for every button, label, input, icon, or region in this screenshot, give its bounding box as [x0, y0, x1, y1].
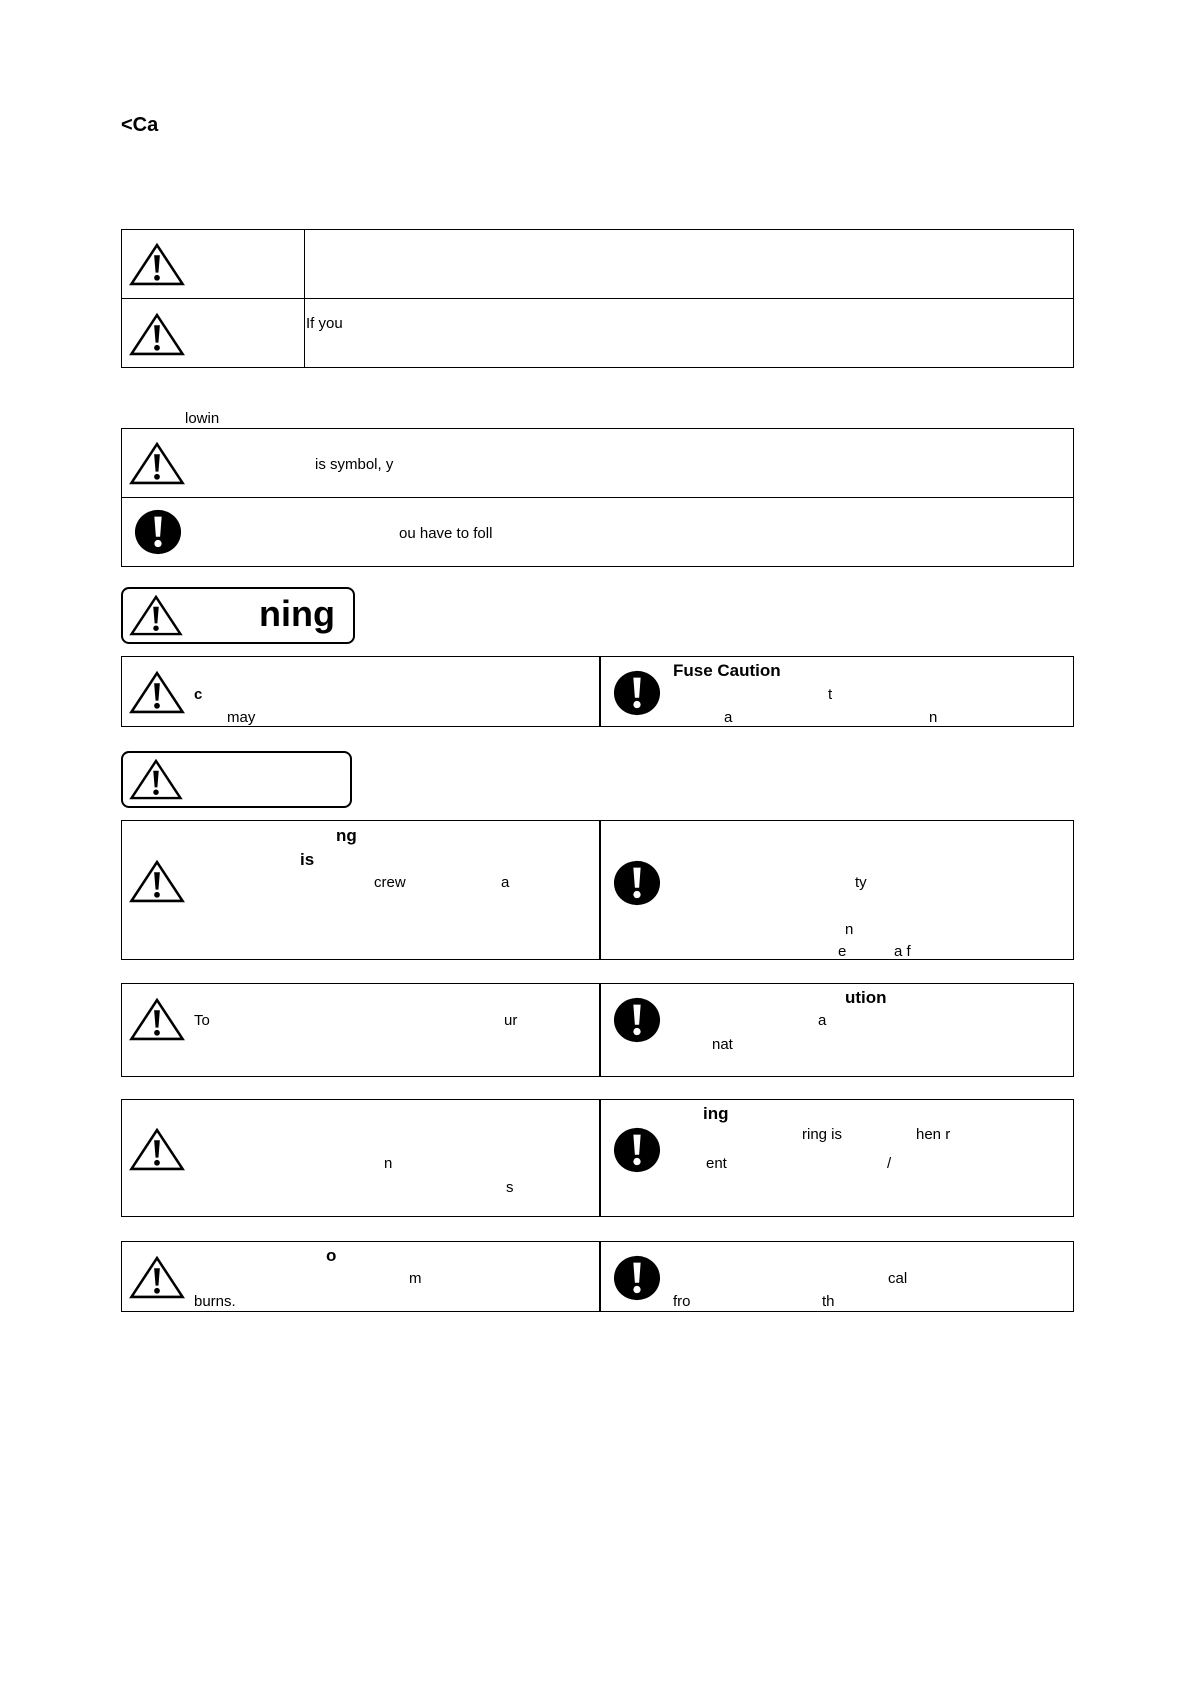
- caution-right-text: ring is: [802, 1126, 843, 1143]
- caution-left-text: ng: [336, 826, 357, 845]
- caution-triangle-icon: [128, 312, 186, 357]
- caution-triangle-icon: [128, 758, 184, 801]
- warning-left-text: may: [227, 709, 256, 726]
- caution-right-text: ent: [706, 1155, 727, 1172]
- warning-left-heading: c: [194, 686, 203, 703]
- caution-triangle-icon: [128, 859, 186, 904]
- mandatory-action-icon: [612, 1126, 662, 1174]
- warning-triangle-icon: [128, 670, 186, 715]
- warning-right-text: a: [724, 709, 733, 726]
- caution-right-text: a f: [894, 943, 911, 960]
- caution-left-text: s: [506, 1179, 514, 1196]
- mandatory-action-icon: [612, 1254, 662, 1302]
- caution-triangle-icon: [128, 997, 186, 1042]
- caution-triangle-icon: [128, 1127, 186, 1172]
- caution-triangle-icon: [128, 1255, 186, 1300]
- caution-right-text: ing: [703, 1104, 729, 1123]
- warning-triangle-icon: [128, 242, 186, 287]
- symbol-text-1: is symbol, y: [315, 456, 394, 473]
- caution-right-text: ution: [845, 988, 887, 1007]
- caution-right-text: hen r: [916, 1126, 951, 1143]
- caution-right-text: ty: [855, 874, 867, 891]
- warning-right-text: n: [929, 709, 938, 726]
- caution-left-text: m: [409, 1270, 422, 1287]
- mandatory-action-icon: [612, 859, 662, 907]
- caution-right-text: nat: [712, 1036, 733, 1053]
- caution-right-text: cal: [888, 1270, 908, 1287]
- mandatory-action-icon: [612, 669, 662, 717]
- warning-badge-label: ning: [259, 593, 335, 634]
- caution-right-text: fro: [673, 1293, 691, 1310]
- caution-right-text: a: [818, 1012, 827, 1029]
- caution-left-text: crew: [374, 874, 406, 891]
- caution-left-text: n: [384, 1155, 393, 1172]
- symbols-intro: lowin: [185, 410, 220, 427]
- warning-triangle-icon: [128, 594, 184, 637]
- caution-left-text: a: [501, 874, 510, 891]
- caution-left-text: burns.: [194, 1293, 236, 1310]
- caution-left-text: To: [194, 1012, 210, 1029]
- caution-left-text: ur: [504, 1012, 518, 1029]
- caution-right-text: e: [838, 943, 847, 960]
- caution-triangle-icon: [128, 441, 186, 486]
- caution-right-text: /: [887, 1155, 892, 1172]
- page-title: <Ca: [121, 114, 159, 136]
- mandatory-action-icon: [612, 996, 662, 1044]
- warning-right-heading: Fuse Caution: [673, 661, 781, 680]
- caution-left-text: o: [326, 1246, 337, 1265]
- caution-right-text: n: [845, 921, 854, 938]
- mandatory-action-icon: [133, 508, 183, 556]
- caution-right-text: th: [822, 1293, 835, 1310]
- definition-text-2: If you: [306, 315, 343, 332]
- warning-right-text: t: [828, 686, 833, 703]
- symbol-text-2: ou have to foll: [399, 525, 493, 542]
- caution-left-text: is: [300, 850, 315, 869]
